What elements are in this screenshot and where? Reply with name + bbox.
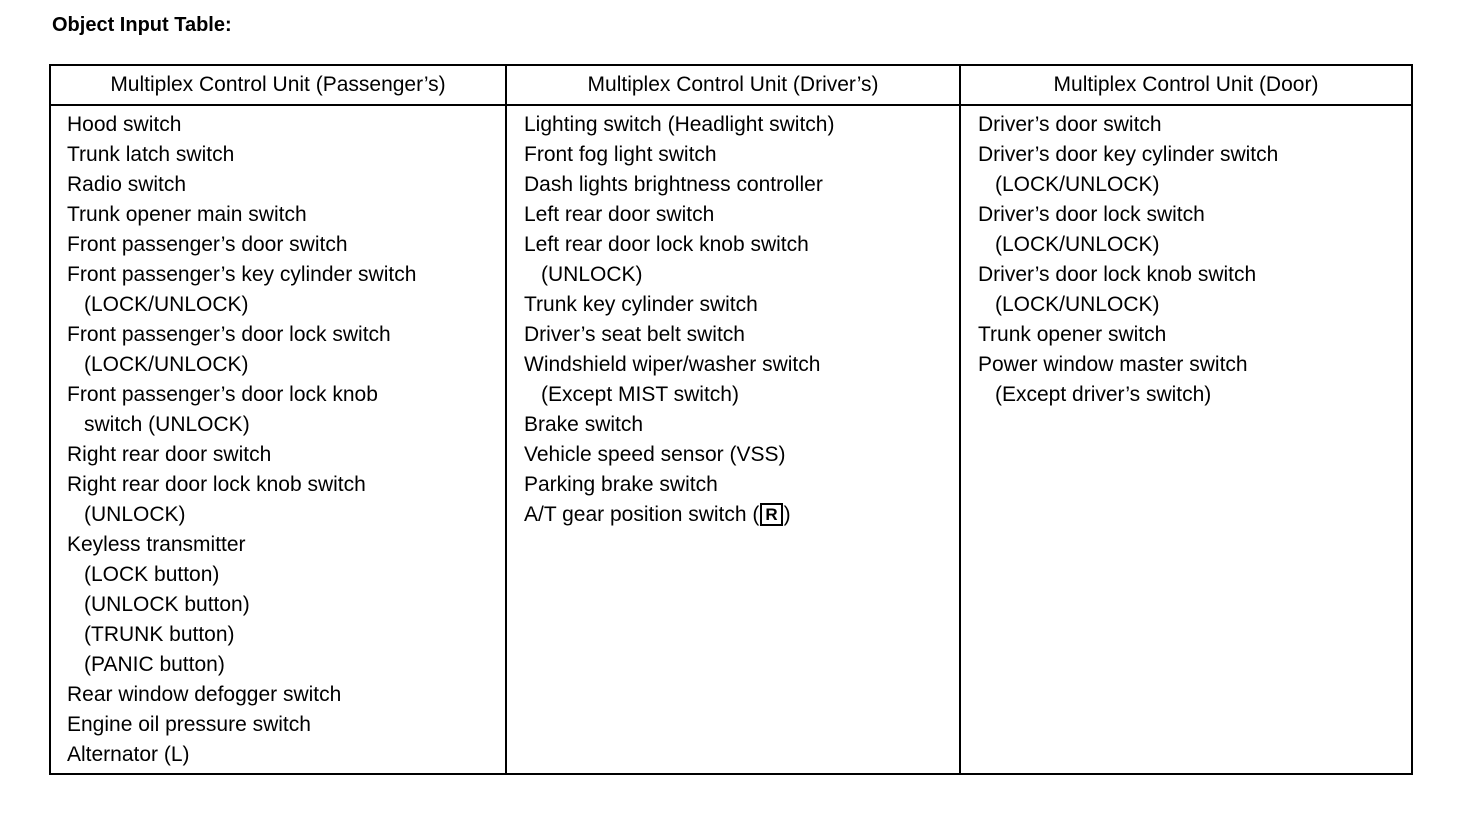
list-item bbox=[67, 110, 505, 140]
column-body-door bbox=[961, 106, 1411, 410]
list-item-text: Driver’s door key cylinder switch bbox=[978, 143, 1279, 166]
list-item-suffix: ) bbox=[783, 503, 791, 526]
list-item-text: Vehicle speed sensor (VSS) bbox=[524, 443, 786, 466]
list-item-text: Right rear door lock knob switch bbox=[67, 473, 366, 496]
list-item-text: Trunk opener main switch bbox=[67, 203, 307, 226]
list-item-text: Left rear door switch bbox=[524, 203, 715, 226]
list-item-text: Hood switch bbox=[67, 113, 182, 136]
list-item-text: (LOCK/UNLOCK) bbox=[995, 293, 1160, 316]
list-item-text: (UNLOCK button) bbox=[84, 593, 250, 616]
object-input-table bbox=[49, 64, 1413, 775]
list-item-text: Alternator (L) bbox=[67, 743, 190, 766]
list-item-text: Driver’s seat belt switch bbox=[524, 323, 745, 346]
column-header-driver: Multiplex Control Unit (Driver’s) bbox=[507, 66, 959, 106]
list-item-text: Engine oil pressure switch bbox=[67, 713, 311, 736]
list-item-text: switch (UNLOCK) bbox=[84, 413, 250, 436]
list-item-text: Lighting switch (Headlight switch) bbox=[524, 113, 835, 136]
gear-position-r-symbol: R bbox=[760, 503, 782, 526]
list-item bbox=[67, 230, 505, 260]
list-item-text: (LOCK/UNLOCK) bbox=[995, 173, 1160, 196]
list-item-text: Front passenger’s door lock switch bbox=[67, 323, 391, 346]
list-item-continuation bbox=[67, 500, 505, 530]
list-item-text: Front passenger’s door lock knob bbox=[67, 383, 378, 406]
list-item bbox=[67, 680, 505, 710]
list-item bbox=[67, 200, 505, 230]
list-item-continuation bbox=[67, 410, 505, 440]
list-item-text: (LOCK/UNLOCK) bbox=[995, 233, 1160, 256]
list-item-continuation bbox=[67, 350, 505, 380]
list-item bbox=[67, 470, 505, 500]
list-item-text: Rear window defogger switch bbox=[67, 683, 342, 706]
list-item-text: (Except driver’s switch) bbox=[995, 383, 1212, 406]
list-item-text: Trunk latch switch bbox=[67, 143, 235, 166]
list-item-continuation bbox=[67, 650, 505, 680]
list-item-text: (LOCK button) bbox=[84, 563, 220, 586]
list-item-text: Driver’s door switch bbox=[978, 113, 1162, 136]
list-item-text: Left rear door lock knob switch bbox=[524, 233, 809, 256]
list-item-continuation bbox=[978, 230, 1411, 260]
list-item-text: Front fog light switch bbox=[524, 143, 717, 166]
list-item bbox=[978, 260, 1411, 290]
list-item-continuation bbox=[67, 620, 505, 650]
column-door bbox=[959, 66, 1411, 773]
list-item bbox=[67, 740, 505, 770]
list-item-text: Windshield wiper/washer switch bbox=[524, 353, 821, 376]
list-item bbox=[67, 260, 505, 290]
list-item bbox=[524, 110, 959, 140]
list-item bbox=[524, 230, 959, 260]
list-item bbox=[524, 350, 959, 380]
list-item bbox=[524, 140, 959, 170]
list-item-text: (Except MIST switch) bbox=[541, 383, 739, 406]
list-item bbox=[524, 440, 959, 470]
list-item-text: (UNLOCK) bbox=[84, 503, 186, 526]
column-header-door: Multiplex Control Unit (Door) bbox=[961, 66, 1411, 106]
list-item bbox=[978, 350, 1411, 380]
page-title: Object Input Table: bbox=[52, 14, 232, 36]
list-item bbox=[67, 140, 505, 170]
column-body-passenger bbox=[51, 106, 505, 770]
list-item-text: Dash lights brightness controller bbox=[524, 173, 823, 196]
list-item bbox=[524, 500, 959, 530]
list-item-text: (PANIC button) bbox=[84, 653, 225, 676]
list-item bbox=[67, 530, 505, 560]
list-item bbox=[978, 110, 1411, 140]
list-item-text: Right rear door switch bbox=[67, 443, 272, 466]
list-item-text: Front passenger’s door switch bbox=[67, 233, 348, 256]
list-item bbox=[524, 170, 959, 200]
list-item-continuation bbox=[978, 380, 1411, 410]
list-item-continuation bbox=[67, 590, 505, 620]
list-item-text: Front passenger’s key cylinder switch bbox=[67, 263, 417, 286]
list-item bbox=[524, 410, 959, 440]
column-driver bbox=[505, 66, 959, 773]
list-item-text: Driver’s door lock switch bbox=[978, 203, 1205, 226]
list-item bbox=[67, 440, 505, 470]
column-body-driver bbox=[507, 106, 959, 530]
list-item bbox=[67, 170, 505, 200]
list-item bbox=[67, 710, 505, 740]
list-item-text: Trunk key cylinder switch bbox=[524, 293, 758, 316]
list-item-text: Brake switch bbox=[524, 413, 644, 436]
list-item bbox=[524, 290, 959, 320]
list-item-text: Radio switch bbox=[67, 173, 187, 196]
list-item-text: (TRUNK button) bbox=[84, 623, 235, 646]
list-item-continuation bbox=[978, 290, 1411, 320]
list-item bbox=[524, 320, 959, 350]
list-item-text: (LOCK/UNLOCK) bbox=[84, 293, 249, 316]
list-item-continuation bbox=[524, 260, 959, 290]
list-item-text: Driver’s door lock knob switch bbox=[978, 263, 1257, 286]
list-item-text: (UNLOCK) bbox=[541, 263, 643, 286]
list-item bbox=[978, 200, 1411, 230]
list-item-text: Keyless transmitter bbox=[67, 533, 246, 556]
list-item-continuation bbox=[67, 290, 505, 320]
list-item bbox=[978, 140, 1411, 170]
list-item-text: Parking brake switch bbox=[524, 473, 718, 496]
list-item-text: A/T gear position switch ( bbox=[524, 503, 760, 526]
column-header-passenger: Multiplex Control Unit (Passenger’s) bbox=[51, 66, 505, 106]
list-item-text: Trunk opener switch bbox=[978, 323, 1167, 346]
list-item-continuation bbox=[67, 560, 505, 590]
list-item bbox=[67, 320, 505, 350]
list-item bbox=[524, 200, 959, 230]
list-item-text: (LOCK/UNLOCK) bbox=[84, 353, 249, 376]
list-item-continuation bbox=[524, 380, 959, 410]
list-item bbox=[67, 380, 505, 410]
list-item bbox=[524, 470, 959, 500]
list-item-continuation bbox=[978, 170, 1411, 200]
column-passenger bbox=[51, 66, 505, 773]
list-item-text: Power window master switch bbox=[978, 353, 1248, 376]
list-item bbox=[978, 320, 1411, 350]
